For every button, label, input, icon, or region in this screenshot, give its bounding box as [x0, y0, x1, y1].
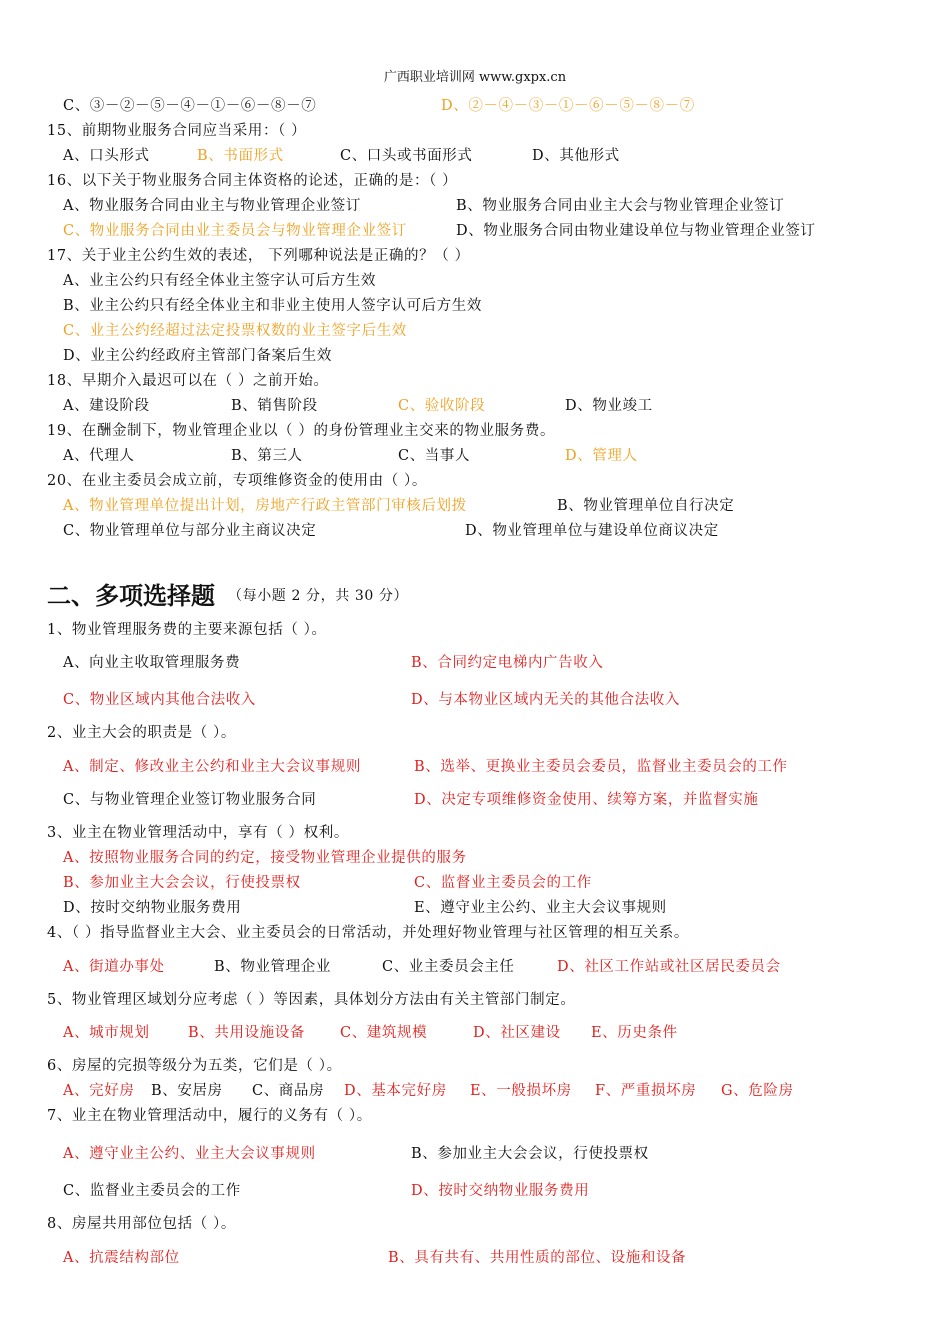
text-line: A、代理人	[63, 448, 135, 464]
text-line: C、商品房	[252, 1083, 325, 1099]
text-line: 5、物业管理区域划分应考虑（ ）等因素，具体划分方法由有关主管部门制定。	[47, 992, 576, 1008]
text-line: A、街道办事处	[63, 959, 165, 975]
text-line: D、物业竣工	[565, 398, 653, 414]
text-line: D、其他形式	[532, 148, 620, 164]
text-line: C、物业服务合同由业主委员会与物业管理企业签订	[63, 223, 407, 239]
text-line: C、监督业主委员会的工作	[63, 1183, 241, 1199]
text-line: C、当事人	[398, 448, 471, 464]
text-line: A、完好房	[63, 1083, 135, 1099]
text-line: B、销售阶段	[231, 398, 318, 414]
text-line: D、管理人	[565, 448, 638, 464]
text-line: C、建筑规模	[340, 1025, 428, 1041]
text-line: 19、在酬金制下，物业管理企业以（ ）的身份管理业主交来的物业服务费。	[47, 423, 556, 439]
text-line: A、按照物业服务合同的约定，接受物业管理企业提供的服务	[63, 850, 467, 866]
text-line: D、社区建设	[473, 1025, 561, 1041]
text-line: C、监督业主委员会的工作	[414, 875, 592, 891]
text-line: C、物业管理单位与部分业主商议决定	[63, 523, 317, 539]
text-line: D、物业服务合同由物业建设单位与物业管理企业签订	[456, 223, 816, 239]
text-line: D、物业管理单位与建设单位商议决定	[465, 523, 719, 539]
text-line: 7、业主在物业管理活动中，履行的义务有（ ）。	[47, 1108, 372, 1124]
text-line: D、社区工作站或社区居民委员会	[557, 959, 781, 975]
text-line: D、决定专项维修资金使用、续筹方案，并监督实施	[414, 792, 759, 808]
text-line: D、按时交纳物业服务费用	[63, 900, 242, 916]
text-line: A、遵守业主公约、业主大会议事规则	[63, 1146, 316, 1162]
text-line: A、口头形式	[63, 148, 150, 164]
text-line: C、业主公约经超过法定投票权数的业主签字后生效	[63, 323, 407, 339]
text-line: A、向业主收取管理服务费	[63, 655, 241, 671]
text-line: A、城市规划	[63, 1025, 150, 1041]
text-line: B、物业管理企业	[214, 959, 331, 975]
text-line: C、物业区域内其他合法收入	[63, 692, 256, 708]
text-line: 15、前期物业服务合同应当采用：（ ）	[47, 123, 307, 139]
text-line: A、建设阶段	[63, 398, 150, 414]
text-line: 16、以下关于物业服务合同主体资格的论述，正确的是：（ ）	[47, 173, 458, 189]
text-line: B、参加业主大会会议，行使投票权	[411, 1146, 649, 1162]
text-line: E、历史条件	[591, 1025, 678, 1041]
text-line: D、基本完好房	[344, 1083, 447, 1099]
text-line: 4、（ ）指导监督业主大会、业主委员会的日常活动，并处理好物业管理与社区管理的相互关系。	[47, 925, 689, 941]
text-line: D、按时交纳物业服务费用	[411, 1183, 590, 1199]
text-line: A、业主公约只有经全体业主签字认可后方生效	[63, 273, 377, 289]
section-title: 二、多项选择题	[47, 582, 215, 610]
text-line: A、制定、修改业主公约和业主大会议事规则	[63, 759, 361, 775]
section-note: （每小题 2 分，共 30 分）	[228, 588, 409, 604]
text-line: F、严重损坏房	[595, 1083, 697, 1099]
text-line: B、物业管理单位自行决定	[557, 498, 735, 514]
text-line: E、一般损坏房	[470, 1083, 572, 1099]
text-line: C、③－②－⑤－④－①－⑥－⑧－⑦	[63, 98, 317, 114]
page-header: 广西职业培训网 www.gxpx.cn	[383, 70, 567, 85]
text-line: B、具有共有、共用性质的部位、设施和设备	[388, 1250, 687, 1266]
text-line: C、与物业管理企业签订物业服务合同	[63, 792, 317, 808]
text-line: B、业主公约只有经全体业主和非业主使用人签字认可后方生效	[63, 298, 482, 314]
text-line: D、②－④－③－①－⑥－⑤－⑧－⑦	[441, 98, 695, 114]
text-line: A、抗震结构部位	[63, 1250, 180, 1266]
text-line: B、书面形式	[197, 148, 284, 164]
text-line: 17、关于业主公约生效的表述， 下列哪种说法是正确的？（ ）	[47, 248, 470, 264]
text-line: A、物业服务合同由业主与物业管理企业签订	[63, 198, 361, 214]
text-line: 6、房屋的完损等级分为五类，它们是（ ）。	[47, 1058, 342, 1074]
text-line: 18、早期介入最迟可以在（ ）之前开始。	[47, 373, 329, 389]
text-line: B、参加业主大会会议，行使投票权	[63, 875, 301, 891]
text-line: B、选举、更换业主委员会委员，监督业主委员会的工作	[414, 759, 788, 775]
text-line: 3、业主在物业管理活动中，享有（ ）权利。	[47, 825, 349, 841]
text-line: A、物业管理单位提出计划，房地产行政主管部门审核后划拨	[63, 498, 467, 514]
text-line: D、与本物业区域内无关的其他合法收入	[411, 692, 680, 708]
text-line: G、危险房	[721, 1083, 794, 1099]
text-line: C、口头或书面形式	[340, 148, 473, 164]
text-line: B、第三人	[231, 448, 303, 464]
text-line: C、验收阶段	[398, 398, 486, 414]
text-line: B、合同约定电梯内广告收入	[411, 655, 604, 671]
text-line: 20、在业主委员会成立前，专项维修资金的使用由（ ）。	[47, 473, 428, 489]
text-line: E、遵守业主公约、业主大会议事规则	[414, 900, 667, 916]
text-line: C、业主委员会主任	[382, 959, 515, 975]
text-line: 1、物业管理服务费的主要来源包括（ ）。	[47, 622, 327, 638]
text-line: 2、业主大会的职责是（ ）。	[47, 725, 236, 741]
text-line: B、安居房	[151, 1083, 223, 1099]
text-line: B、物业服务合同由业主大会与物业管理企业签订	[456, 198, 785, 214]
text-line: 8、房屋共用部位包括（ ）。	[47, 1216, 236, 1232]
text-line: D、业主公约经政府主管部门备案后生效	[63, 348, 332, 364]
text-line: B、共用设施设备	[188, 1025, 305, 1041]
